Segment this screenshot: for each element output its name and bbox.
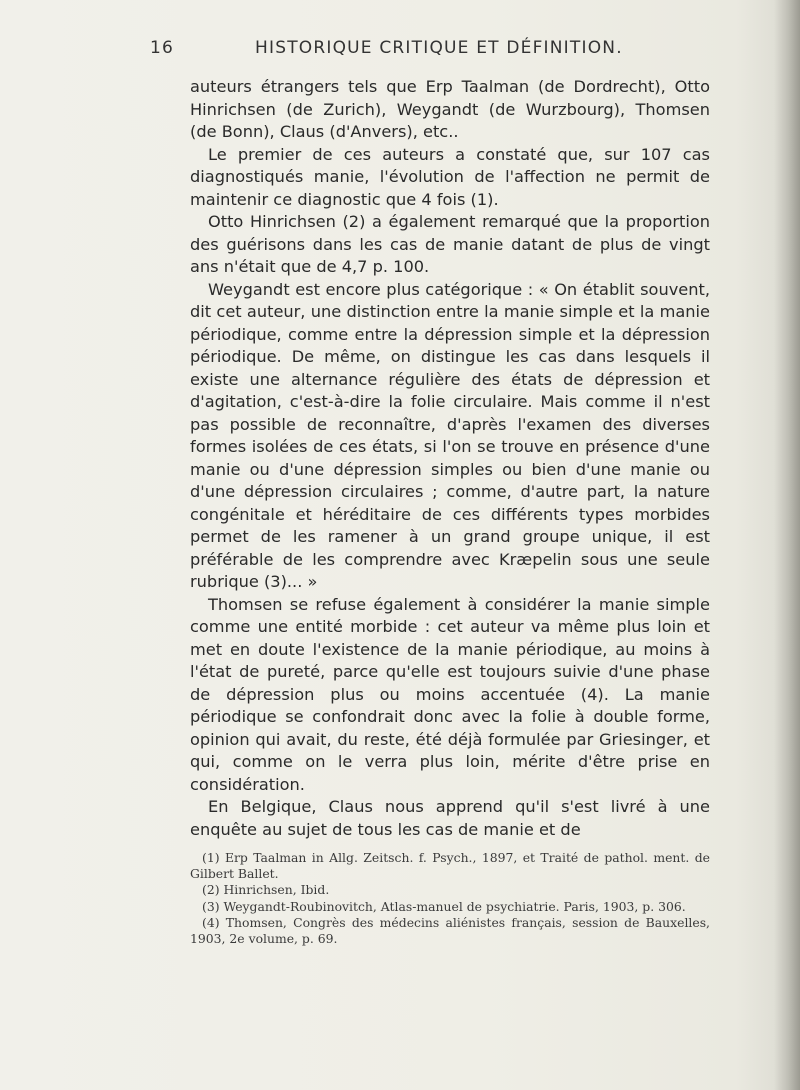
footnotes [190, 850, 710, 947]
paragraph: Otto Hinrichsen (2) a également remarqué que la proportion des guérisons dans les cas de manie datant de plus de vingt ans n'était que de 4,7 p. 100. [190, 212, 710, 276]
footnote: (4) Thomsen, Congrès des médecins aliénistes français, session de Bauxelles, 1903, 2e volume, p. 69. [190, 914, 710, 947]
paragraph: auteurs étrangers tels que Erp Taalman (de Dordrecht), Otto Hinrichsen (de Zurich), Weygandt (de Wurzbourg), Thomsen (de Bonn), Claus (d'Anvers), etc.. [190, 77, 710, 141]
paragraph: Weygandt est encore plus catégorique : « On établit souvent, dit cet auteur, une distinction entre la manie simple et la manie périodique, comme entre la dépression simple et la dépression périodique. De même, on distingue les cas dans lesquels il existe une alternance régulière des états de dépression et d'agitation, c'est-à-dire la folie circulaire. Mais comme il n'est pas possible de reconnaître, d'après l'examen des diverses formes isolées de ces états, si l'on se trouve en présence d'une manie ou d'une dépression simples ou bien d'une manie ou d'une dépression circulaires ; comme, d'autre part, la nature congénitale et héréditaire de ces différents types morbides permet de les ramener à un grand groupe unique, il est préférable de les comprendre avec Kræpelin sous une seule rubrique (3)... » [190, 279, 710, 591]
running-title: HISTORIQUE CRITIQUE ET DÉFINITION. [255, 38, 623, 58]
page-edge-shadow [774, 0, 800, 1090]
page-header [150, 38, 710, 64]
footnote: (3) Weygandt-Roubinovitch, Atlas-manuel de psychiatrie. Paris, 1903, p. 306. [202, 898, 686, 914]
paragraph: Le premier de ces auteurs a constaté que, sur 107 cas diagnostiqués manie, l'évolution de l'affection ne permit de maintenir ce diagnostic que 4 fois (1). [190, 144, 710, 209]
footnote: (2) Hinrichsen, Ibid. [202, 882, 330, 898]
paragraph: Thomsen se refuse également à considérer la manie simple comme une entité morbide : cet auteur va même plus loin et met en doute l'existence de la manie périodique, au moins à l'état de pureté, parce qu'elle est toujours suivie d'une phase de dépression plus ou moins accentuée (4). La manie périodique se confondrait donc avec la folie à double forme, opinion qui avait, du reste, été déjà formulée par Griesinger, et qui, comme on le verra plus loin, mérite d'être prise en considération. [190, 594, 710, 794]
page-number: 16 [150, 38, 175, 58]
body-text [190, 76, 710, 841]
footnote: (1) Erp Taalman in Allg. Zeitsch. f. Psych., 1897, et Traité de pathol. ment. de Gilbert Ballet. [190, 850, 710, 882]
paragraph: En Belgique, Claus nous apprend qu'il s'est livré à une enquête au sujet de tous les cas de manie et de [190, 797, 710, 839]
